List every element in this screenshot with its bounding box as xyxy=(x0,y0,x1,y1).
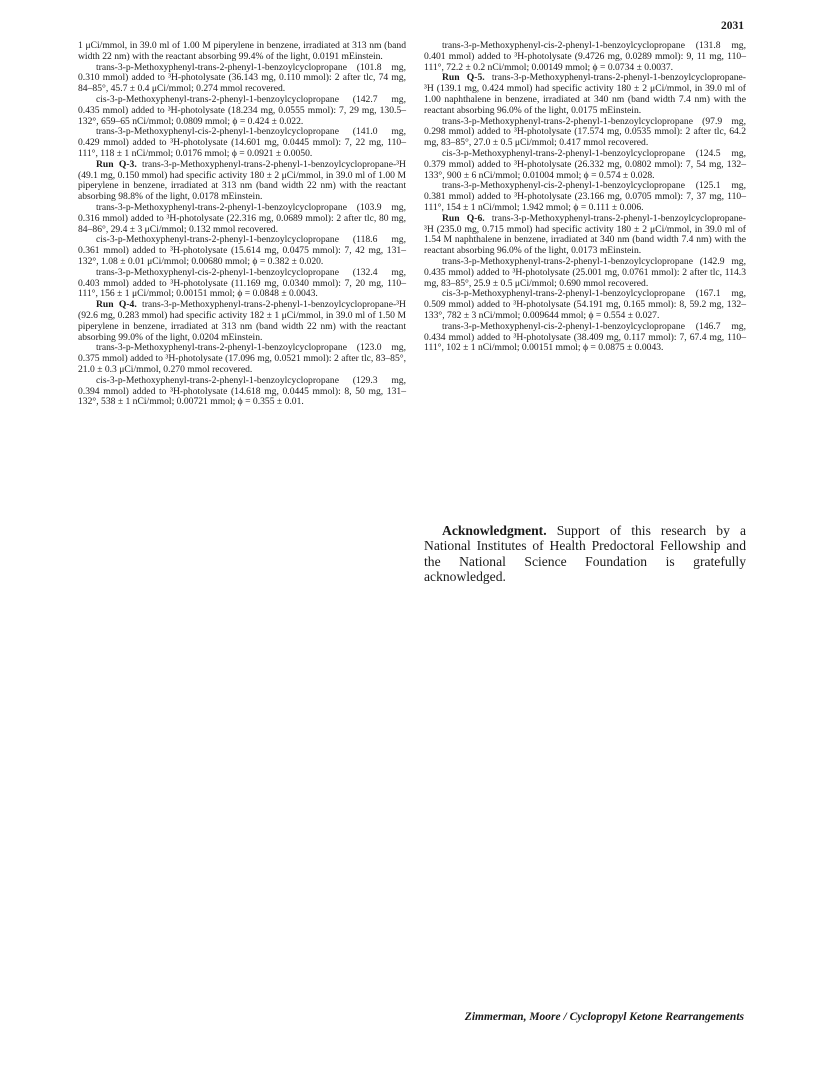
paragraph-text: trans-3-p-Methoxyphenyl-trans-2-phenyl-1-benzoylcyclopropane-³H (49.1 mg, 0.150 mmol) had specific activity 180 ± 2 μCi/mmol, in 39.0 ml of 1.00 M piperylene in benzene, irradiated at 313 nm (band width 22 nm) with the reactant absorbing 98.8% of the light, 0.0178 mEinstein. xyxy=(78,158,406,203)
paragraph xyxy=(424,41,746,73)
paragraph-text: trans-3-p-Methoxyphenyl-trans-2-phenyl-1-benzoylcyclopropane-³H (92.6 mg, 0.283 mmol) had specific activity 182 ± 1 μCi/mmol, in 39.0 ml of 1.50 M piperylene in benzene, irradiated at 313 nm (band width 22 nm) with the reactant absorbing 99.0% of the light, 0.0204 mEinstein. xyxy=(78,299,406,343)
acknowledgment-text: Support of this research by a National Institutes of Health Predoctoral Fellowship and the National Science Foundation is gratefully acknowledged. xyxy=(424,523,746,585)
paragraph-text: cis-3-p-Methoxyphenyl-trans-2-phenyl-1-benzoylcyclopropane (118.6 mg, 0.361 mmol) added to ³H-photolysate (15.614 mg, 0.0475 mmol): 7, 42 mg, 131–132°, 1.08 ± 0.01 μCi/mmol; 0.00680 mmol; ϕ = 0.382 ± 0.020. xyxy=(78,234,406,267)
paragraph xyxy=(78,41,406,63)
paragraph-text: cis-3-p-Methoxyphenyl-trans-2-phenyl-1-benzoylcyclopropane (142.7 mg, 0.435 mmol) added to ³H-photolysate (18.234 mg, 0.0555 mmol): 7, 29 mg, 130.5–132°, 659–65 nCi/mmol; 0.0809 mmol; ϕ = 0.424 ± 0.022. xyxy=(78,93,406,127)
paragraph-text: cis-3-p-Methoxyphenyl-trans-2-phenyl-1-benzoylcyclopropane (124.5 mg, 0.379 mmol) added to ³H-photolysate (26.332 mg, 0.0802 mmol): 7, 54 mg, 132–133°, 900 ± 6 nCi/mmol; 0.01004 mmol; ϕ = 0.574 ± 0.028. xyxy=(424,147,746,181)
paragraph-text: trans-3-p-Methoxyphenyl-cis-2-phenyl-1-benzoylcyclopropane (146.7 mg, 0.434 mmol) added to ³H-photolysate (38.409 mg, 0.117 mmol): 7, 67.4 mg, 110–111°, 102 ± 1 nCi/mmol; 0.00151 mmol; ϕ = 0.0875 ± 0.0043. xyxy=(424,320,746,354)
paragraph-text: trans-3-p-Methoxyphenyl-cis-2-phenyl-1-benzoylcyclopropane (131.8 mg, 0.401 mmol) added to ³H-photolysate (9.4726 mg, 0.0289 mmol): 9, 11 mg, 110–111°, 72.2 ± 0.2 nCi/mmol; 0.00149 mmol; ϕ = 0.0734 ± 0.0037. xyxy=(424,40,746,73)
paragraph xyxy=(78,235,406,267)
acknowledgment-label: Acknowledgment. xyxy=(442,523,547,538)
paragraph-text: cis-3-p-Methoxyphenyl-trans-2-phenyl-1-benzoylcyclopropane (167.1 mg, 0.509 mmol) added to ³H-photolysate (54.191 mg, 0.165 mmol): 8, 59.2 mg, 132–133°, 782 ± 3 nCi/mmol; 0.009644 mmol; ϕ = 0.554 ± 0.027. xyxy=(424,288,746,321)
paragraph-text: trans-3-p-Methoxyphenyl-trans-2-phenyl-1-benzoylcyclopropane-³H (139.1 mg, 0.424 mmol) had specific activity 180 ± 2 μCi/mmol, in 39.0 ml of 1.00 naphthalene in benzene, irradiated at 340 nm (band width 7.4 nm) with the reactant absorbing 96.0% of the light, 0.0175 mEinstein. xyxy=(424,72,746,116)
acknowledgment-paragraph xyxy=(424,523,746,585)
paragraph xyxy=(424,257,746,289)
running-footer: Zimmerman, Moore / Cyclopropyl Ketone Rearrangements xyxy=(464,1011,744,1023)
paragraph xyxy=(78,203,406,235)
paragraph xyxy=(424,149,746,181)
paragraph xyxy=(424,73,746,116)
paragraph-text: trans-3-p-Methoxyphenyl-trans-2-phenyl-1-benzoylcyclopropane (123.0 mg, 0.375 mmol) added to ³H-photolysate (17.096 mg, 0.0521 mmol): 2 after tlc, 83–85°, 21.0 ± 0.3 μCi/mmol, 0.270 mmol recovered. xyxy=(78,342,406,375)
paragraph xyxy=(78,160,406,203)
left-column xyxy=(78,41,406,408)
page-number: 2031 xyxy=(721,20,744,32)
paragraph xyxy=(78,95,406,127)
paragraph xyxy=(424,117,746,149)
paragraph-text: trans-3-p-Methoxyphenyl-cis-2-phenyl-1-benzoylcyclopropane (125.1 mg, 0.381 mmol) added to ³H-photolysate (23.166 mg, 0.0705 mmol): 7, 37 mg, 110–111°, 154 ± 1 nCi/mmol; 1.942 mmol; ϕ = 0.111 ± 0.006. xyxy=(424,180,746,213)
paragraph xyxy=(78,63,406,95)
paragraph xyxy=(424,181,746,213)
paragraph-text: trans-3-p-Methoxyphenyl-cis-2-phenyl-1-benzoylcyclopropane (132.4 mg, 0.403 mmol) added to ³H-photolysate (11.169 mg, 0.0340 mmol): 7, 20 mg, 110–111°, 156 ± 1 μCi/mmol; 0.00151 mmol; ϕ = 0.0848 ± 0.0043. xyxy=(78,266,406,300)
paragraph-text: trans-3-p-Methoxyphenyl-trans-2-phenyl-1-benzoylcyclopropane (101.8 mg, 0.310 mmol) added to ³H-photolysate (36.143 mg, 0.110 mmol): 2 after tlc, 74 mg, 84–85°, 45.7 ± 0.4 μCi/mmol; 0.274 mmol recovered. xyxy=(78,61,406,95)
paragraph-text: cis-3-p-Methoxyphenyl-trans-2-phenyl-1-benzoylcyclopropane (129.3 mg, 0.394 mmol) added to ³H-photolysate (14.618 mg, 0.0445 mmol): 8, 50 mg, 131–132°, 538 ± 1 nCi/mmol; 0.00721 mmol; ϕ = 0.355 ± 0.01. xyxy=(78,374,406,408)
paragraph xyxy=(78,376,406,408)
paragraph-text: 1 μCi/mmol, in 39.0 ml of 1.00 M piperylene in benzene, irradiated at 313 nm (band width 22 nm) with the reactant absorbing 99.4% of the light, 0.0191 mEinstein. xyxy=(78,40,406,62)
paragraph xyxy=(424,289,746,321)
run-label: Run Q-6. xyxy=(442,212,485,224)
paragraph-text: trans-3-p-Methoxyphenyl-trans-2-phenyl-1-benzoylcyclopropane (142.9 mg, 0.435 mmol) added to ³H-photolysate (25.001 mg, 0.0761 mmol): 2 after tlc, 114.3 mg, 83–85°, 25.9 ± 0.5 μCi/mmol; 0.690 mmol recovered. xyxy=(424,255,746,289)
right-column xyxy=(424,41,746,354)
paragraph xyxy=(424,214,746,257)
paragraph-text: trans-3-p-Methoxyphenyl-trans-2-phenyl-1-benzoylcyclopropane (97.9 mg, 0.298 mmol) added to ³H-photolysate (17.574 mg, 0.0535 mmol): 2 after tlc, 64.2 mg, 83–85°, 27.0 ± 0.5 μCi/mmol; 0.417 mmol recovered. xyxy=(424,115,746,149)
paragraph xyxy=(78,127,406,159)
paragraph xyxy=(78,343,406,375)
run-label: Run Q-4. xyxy=(96,299,137,311)
paragraph xyxy=(78,300,406,343)
run-label: Run Q-5. xyxy=(442,72,485,84)
run-label: Run Q-3. xyxy=(96,158,137,170)
paragraph xyxy=(78,268,406,300)
paragraph xyxy=(424,322,746,354)
paragraph-text: trans-3-p-Methoxyphenyl-trans-2-phenyl-1-benzoylcyclopropane-³H (235.0 mg, 0.715 mmol) had specific activity 180 ± 2 μCi/mmol, in 39.0 ml of 1.54 M naphthalene in benzene, irradiated at 340 nm (band width 7.4 nm) with the reactant absorbing 96.0% of the light, 0.0173 mEinstein. xyxy=(424,212,746,257)
paragraph-text: trans-3-p-Methoxyphenyl-cis-2-phenyl-1-benzoylcyclopropane (141.0 mg, 0.429 mmol) added to ³H-photolysate (14.601 mg, 0.0445 mmol): 7, 22 mg, 110–111°, 118 ± 1 nCi/mmol; 0.0176 mmol; ϕ = 0.0921 ± 0.0050. xyxy=(78,126,406,159)
paragraph-text: trans-3-p-Methoxyphenyl-trans-2-phenyl-1-benzoylcyclopropane (103.9 mg, 0.316 mmol) added to ³H-photolysate (22.316 mg, 0.0689 mmol): 2 after tlc, 80 mg, 84–86°, 29.4 ± 3 μCi/mmol; 0.132 mmol recovered. xyxy=(78,201,406,235)
